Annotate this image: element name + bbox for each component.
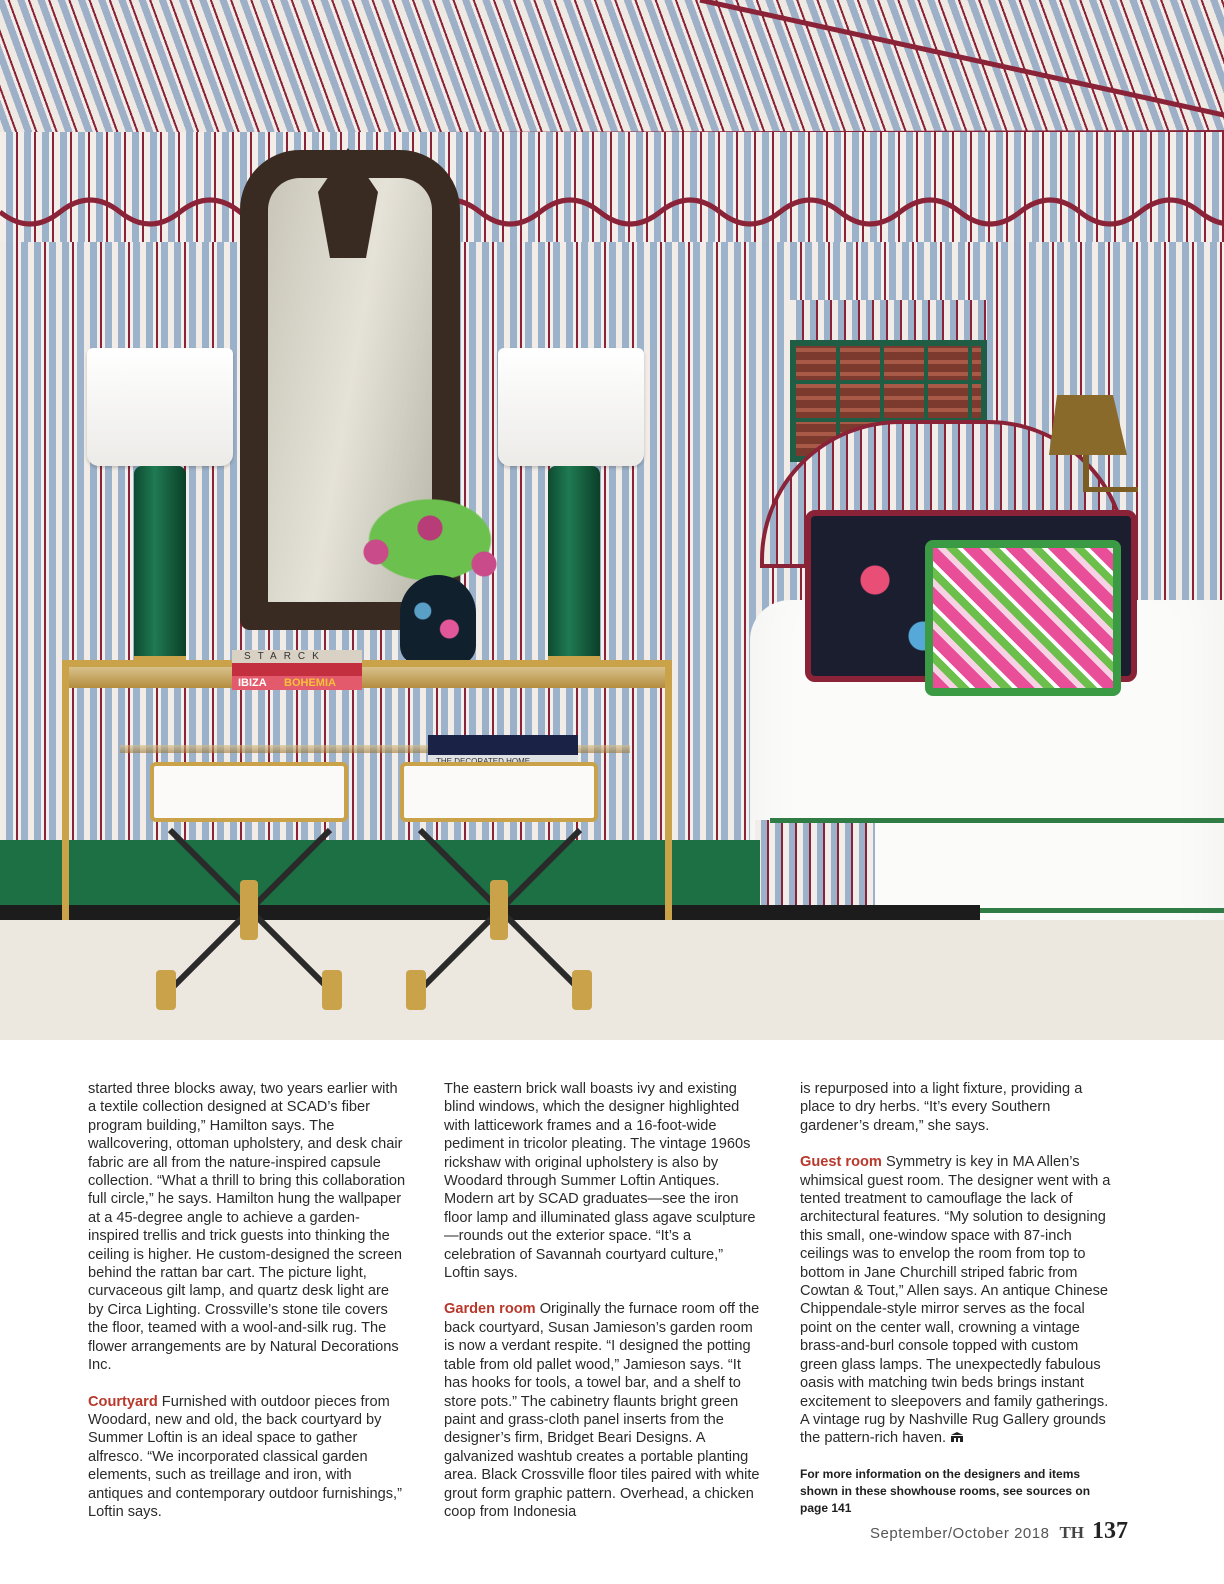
paragraph-garden-room [444,1300,762,1521]
paragraph-text: The eastern brick wall boasts ivy and existing blind windows, which the designer highlighted with latticework frames and a 16-foot-wide pediment in tricolor pleating. The vintage 1960s rickshaw with original upholstery is also by Woodard through Summer Loftin Antiques. Modern art by SCAD graduates—see the iron floor lamp and illuminated glass agave sculpture—rounds out the exterior space. “It’s a celebration of Savannah courtyard culture,” Loftin says. [444,1081,756,1282]
ginger-jar-vase [400,575,476,665]
paragraph-text: Originally the furnace room off the back courtyard, Susan Jamieson’s garden room is now a verdant respite. “I designed the potting table from old pallet wood,” Jamieson says. “It has hooks for tools, a towel bar, and a shelf to store pots.” The cabinetry flaunts bright green paint and grass-cloth panel inserts from the designer’s firm, Bridget Beari Designs. A galvanized washtub creates a portable planting area. Black Crossville floor tiles paired with white grout form graphic pattern. Overhead, a chicken coop from Indonesia [444,1301,760,1520]
section-lead-courtyard: Courtyard [88,1393,158,1410]
paragraph [444,1080,762,1282]
green-lamp-left [134,466,186,682]
section-lead-garden-room: Garden room [444,1301,536,1318]
paragraph-text: is repurposed into a light fixture, providing a place to dry herbs. “It’s every Southern gardener’s dream,” she says. [800,1081,1083,1134]
book-spine-ibiza: IBIZA [238,677,267,689]
ottoman-right-seat [400,762,598,822]
end-mark-icon [950,1431,964,1443]
page-number: 137 [1092,1518,1128,1544]
section-lead-guest-room: Guest room [800,1154,882,1171]
paragraph-courtyard [88,1393,406,1522]
sources-note: For more information on the designers and items shown in these showhouse rooms, see sources on page 141 [800,1466,1091,1515]
lamp-shade-right [498,348,644,466]
text-column-2 [444,1080,762,1539]
paragraph [88,1080,406,1375]
book-spine-starck: STARCK [244,651,326,662]
text-column-3 [800,1080,1118,1535]
bed-trim-stripe [770,818,1224,823]
book-stack-top [232,650,362,690]
paragraph [800,1080,1118,1135]
ceiling-ridge-piping [0,0,1224,140]
ottoman-right-x-base [400,820,598,1010]
paragraph-text: Furnished with outdoor pieces from Woodard, new and old, the back courtyard by Summer Loftin is an ideal space to gather alfresco. “We incorporated classical garden elements, such as treillage and iron, with antiques and contemporary outdoor furnishings,” Loftin says. [88,1393,402,1520]
ottoman-left-x-base [150,820,348,1010]
brass-sconce [1045,385,1140,500]
kilim-pillow [925,540,1121,696]
issue-date: September/October 2018 [870,1525,1050,1542]
magazine-abbrev: TH [1059,1523,1084,1542]
paragraph-guest-room [800,1153,1118,1448]
valance-scallop-edge [0,186,1224,256]
lamp-shade-left [87,348,233,466]
paragraph-text: Symmetry is key in MA Allen’s whimsical guest room. The designer went with a tented treatment to camouflage the lack of architectural features. “My solution to designing this small, one-window space with 87-inch ceilings was to envelop the room from top to bottom in Jane Churchill striped fabric from Cowtan & Tout,” Allen says. An antique Chinese Chippendale-style mirror serves as the focal point on the center wall, crowning a vintage brass-and-burl console topped with custom green glass lamps. The unexpectedly fabulous oasis with matching twin beds brings instant excitement to sleepovers and family gatherings. A vintage rug by Nashville Rug Gallery grounds the pattern-rich haven. [800,1154,1111,1447]
paragraph-text: started three blocks away, two years earlier with a textile collection designed at SCAD’s fiber program building,” Hamilton says. The wallcovering, ottoman upholstery, and desk chair fabric are all from the nature-inspired capsule collection. “What a thrill to bring this collaboration full circle,” he says. Hamilton hung the wallpaper at a 45-degree angle to achieve a garden-inspired trellis and trick guests into thinking the ceiling is higher. He custom-designed the screen behind the rattan bar cart. The picture light, curvaceous gilt lamp, and quartz desk light are by Circa Lighting. Crossville’s stone tile covers the floor, teamed with a wool-and-silk rug. The flower arrangements are by Natural Decorations Inc. [88,1081,406,1374]
book-spine-bohemia: BOHEMIA [284,677,336,689]
page-folio [870,1518,1128,1545]
green-lamp-right [548,466,600,682]
ottoman-left-seat [150,762,348,822]
text-column-1 [88,1080,406,1539]
